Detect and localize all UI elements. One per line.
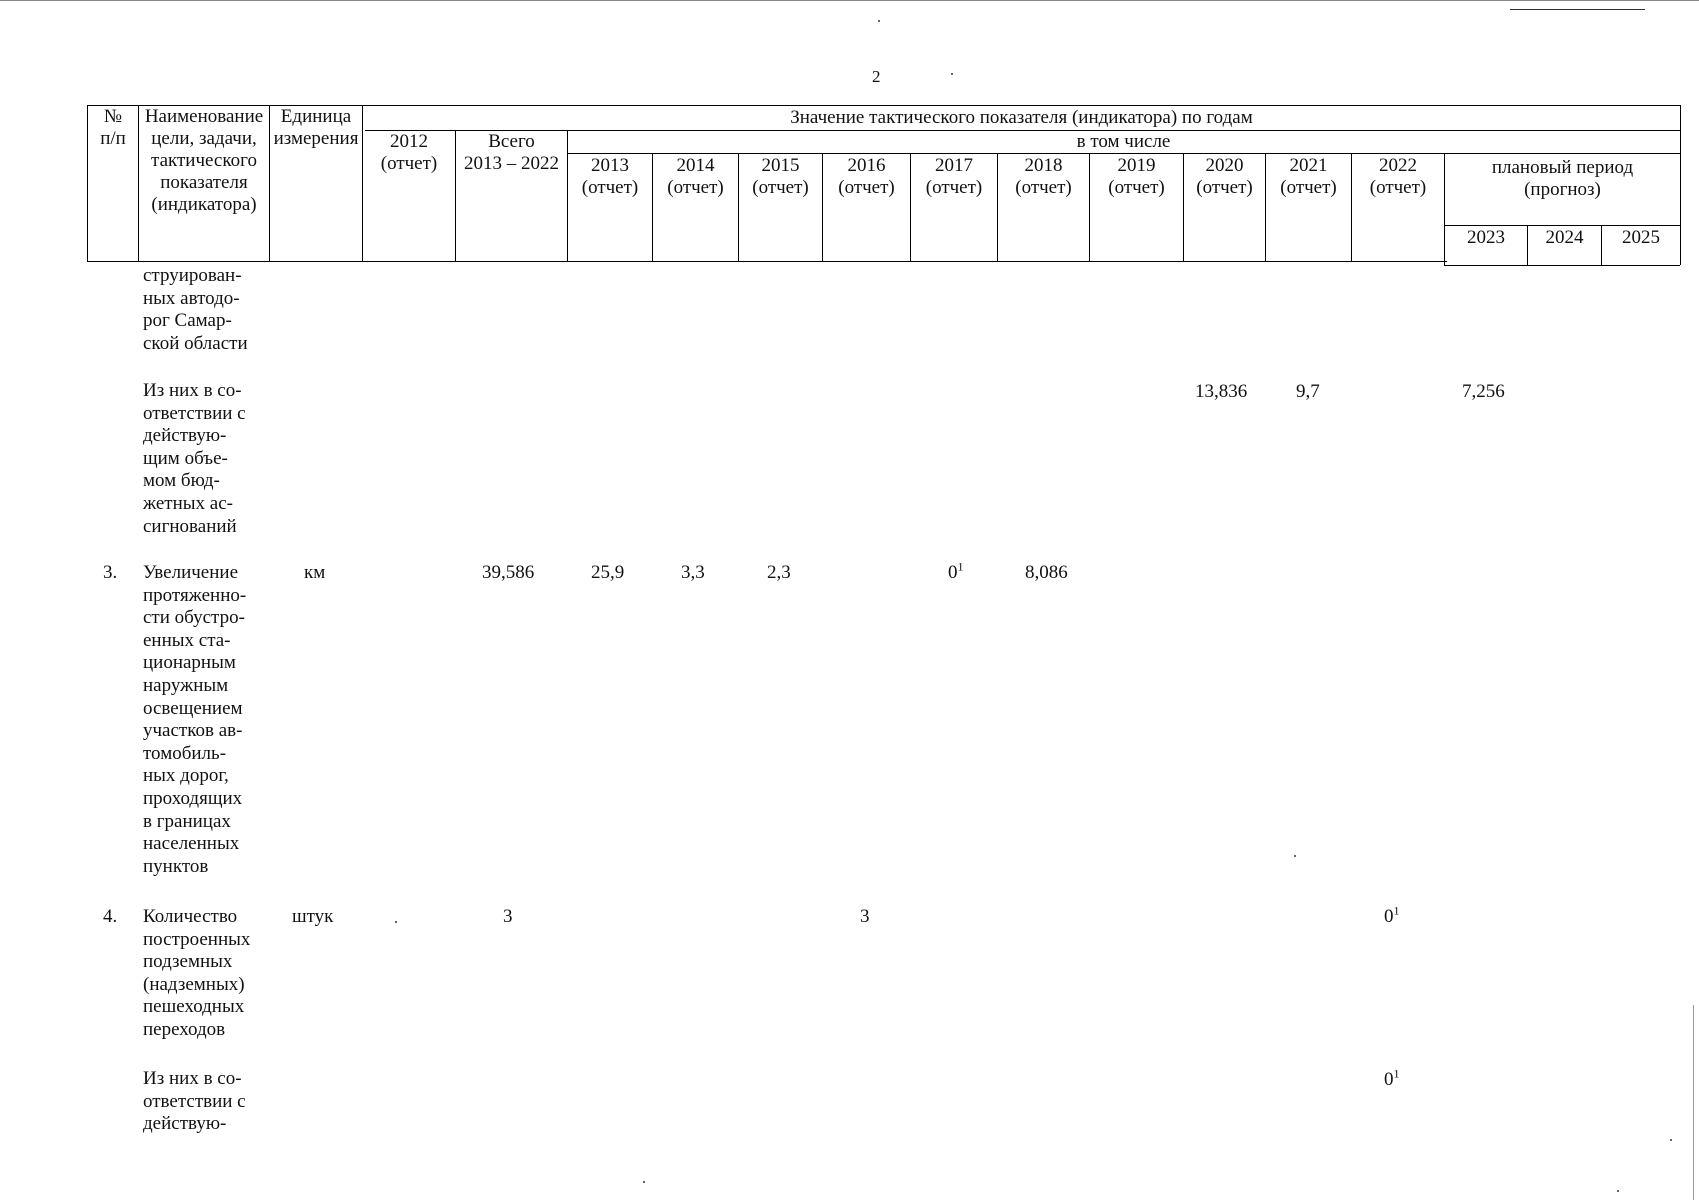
scan-speck [951,73,953,75]
row-sub1-2020: 13,836 [1195,381,1248,402]
row3-number: 3. [103,562,118,583]
row-sub4-name: Из них в со- ответствии с действую- [143,1068,246,1135]
header-including: в том числе [1076,131,1171,152]
scan-mark-line [1510,9,1645,10]
scan-speck [1617,1190,1619,1192]
header-unit: Единица измерения [273,106,359,149]
row4-number: 4. [103,906,118,927]
header-2015: 2015 (отчет) [752,155,809,198]
scan-speck [395,921,397,923]
header-2022: 2022 (отчет) [1369,155,1427,198]
scan-speck [878,20,880,22]
header-2018: 2018 (отчет) [1015,155,1072,198]
row-sub1-name: Из них в со- ответствии с действую- щим объе- мом бюд- жетных ас- сигнований [143,380,246,537]
row3-2013: 25,9 [591,562,625,583]
row3-2014: 3,3 [681,562,705,583]
row4-2022: $0^1$ [1384,903,1400,927]
row4-name: Количество построенных подземных (надземных) пешеходных переходов [143,906,251,1040]
header-2014: 2014 (отчет) [667,155,724,198]
row4-total: 3 [503,906,513,927]
header-2017: 2017 (отчет) [925,155,983,198]
row4-unit: штук [292,906,334,927]
header-name: Наименование цели, задачи, тактического показателя (индикатора) [144,106,264,215]
header-2024: 2024 [1545,227,1584,248]
header-2025: 2025 [1622,227,1660,248]
scan-top-edge [0,0,1699,1]
row3-unit: км [304,562,326,583]
header-2020: 2020 (отчет) [1196,155,1253,198]
scan-right-edge [1693,1005,1694,1200]
row3-total: 39,586 [482,562,535,583]
header-2012: 2012 (отчет) [380,131,438,174]
row3-2015: 2,3 [767,562,791,583]
header-2013: 2013 (отчет) [581,155,639,198]
header-no: № п/п [100,106,126,149]
page-number: 2 [872,67,881,86]
header-2016: 2016 (отчет) [838,155,895,198]
row3-2018: 8,086 [1025,562,1068,583]
row-sub1-2021: 9,7 [1296,381,1320,402]
row-sub1-2023: 7,256 [1462,381,1505,402]
header-plan-period: плановый период (прогноз) [1491,157,1634,200]
row3-2017: $0^1$ [948,559,964,583]
header-2023: 2023 [1467,227,1505,248]
row-continuation-name: струирован- ных автодо- рог Самар- ской области [143,265,248,354]
scan-speck [1294,855,1296,857]
header-total: Всего 2013 – 2022 [464,131,559,174]
row4-2016: 3 [860,906,870,927]
header-values-title: Значение тактического показателя (индикатора) по годам [790,107,1253,128]
header-2019: 2019 (отчет) [1108,155,1165,198]
footnote-mark: 1 [957,559,964,574]
row-sub4-2022: $0^1$ [1384,1066,1400,1090]
scan-speck [643,1181,645,1183]
header-2021: 2021 (отчет) [1280,155,1337,198]
scan-speck [1670,1139,1672,1141]
row3-name: Увеличение протяженно- сти обустро- енных ста- ционарным наружным освещением участков ав- томобиль- ных дорог, проходящих в границах населенных пунктов [143,562,247,877]
footnote-mark: 1 [1393,903,1400,918]
footnote-mark: 1 [1393,1066,1400,1081]
